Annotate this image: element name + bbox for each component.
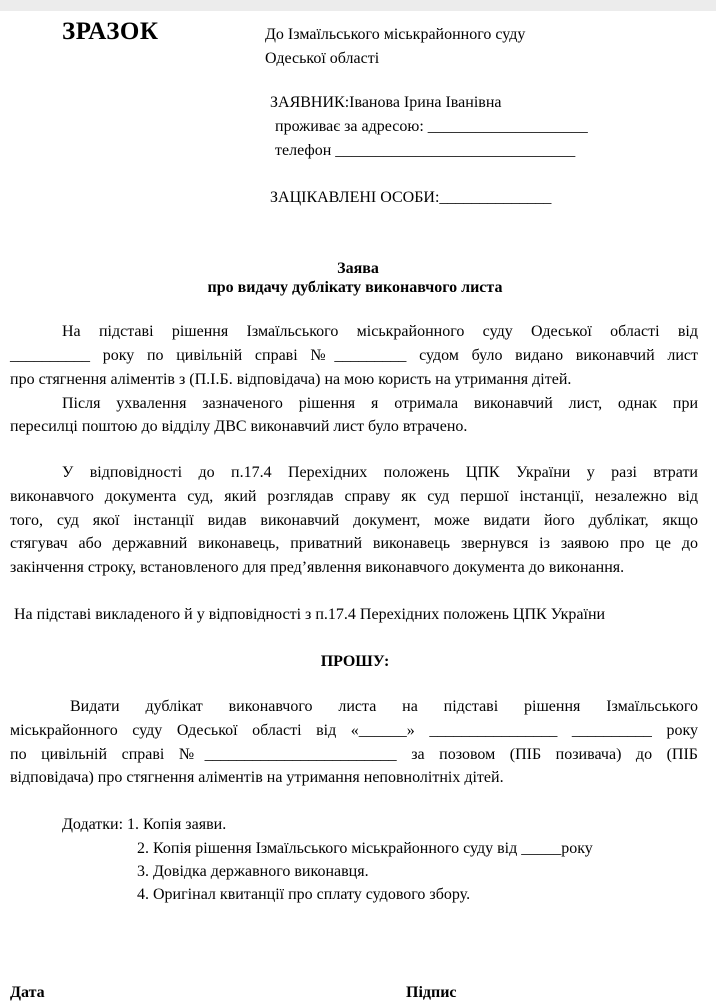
applicant-phone: телефон ______________________________ xyxy=(275,142,576,159)
signature-label: Підпис xyxy=(406,984,457,1001)
p1-line-1: На підставі рішення Ізмаїльського міськрайонного суду Одеської області від xyxy=(62,323,698,340)
interested-persons: ЗАЦІКАВЛЕНІ ОСОБИ:______________ xyxy=(270,189,552,206)
title-line-2: про видачу дублікату виконавчого листа xyxy=(207,279,503,296)
attachment-item: 3. Довідка державного виконавця. xyxy=(137,863,369,880)
addressee-court: До Ізмаїльського міськрайонного суду xyxy=(265,26,526,43)
request-line-3: по цивільній справі №________________________ за позовом (ПІБ позивача) до (ПІБ xyxy=(10,746,698,763)
date-label: Дата xyxy=(10,984,45,1001)
request-line-4: відповідача) про стягнення аліментів на утримання неповнолітніх дітей. xyxy=(10,769,504,786)
request-line-2: міськрайонного суду Одеської області від «______» ________________ __________ року xyxy=(10,722,698,739)
p1-line-2: __________ року по цивільній справі №_________ судом було видано виконавчий лист xyxy=(10,347,698,364)
sample-label: ЗРАЗОК xyxy=(62,18,159,45)
attachments-label: Додатки: 1. Копія заяви. xyxy=(62,816,227,833)
p2-line-1: Після ухвалення зазначеного рішення я отримала виконавчий лист, однак при xyxy=(62,395,698,412)
p3-line-2: виконавчого документа суд, який розглядав справу як суд першої інстанції, незалежно від xyxy=(10,488,698,505)
request-line-1: Видати дублікат виконавчого листа на підставі рішення Ізмаїльського xyxy=(70,698,698,715)
request-heading: ПРОШУ: xyxy=(320,653,390,670)
window-top-bar xyxy=(0,0,716,11)
p2-line-2: пересилці поштою до відділу ДВС виконавчий лист було втрачено. xyxy=(10,418,468,435)
p3-line-3: того, суд якої інстанції видав виконавчий документ, може видати його дублікат, якщо xyxy=(10,512,698,529)
applicant-name: ЗАЯВНИК:Іванова Ірина Іванівна xyxy=(270,94,502,111)
applicant-address: проживає за адресою: ____________________ xyxy=(275,118,588,135)
p1-line-3: про стягнення аліментів з (П.І.Б. відповідача) на мою користь на утримання дітей. xyxy=(10,371,572,388)
attachment-item: 4. Оригінал квитанції про сплату судового збору. xyxy=(137,886,471,903)
p3-line-4: стягувач або державний виконавець, приватний виконавець звернувся із заявою про це до xyxy=(10,535,698,552)
attachment-item: 2. Копія рішення Ізмаїльського міськрайонного суду від _____року xyxy=(137,840,593,857)
addressee-region: Одеської області xyxy=(265,50,380,67)
basis-line: На підставі викладеного й у відповідності з п.17.4 Перехідних положень ЦПК України xyxy=(14,606,606,623)
p3-line-1: У відповідності до п.17.4 Перехідних положень ЦПК України у разі втрати xyxy=(62,464,698,481)
title-line-1: Заява xyxy=(337,260,379,277)
p3-line-5: закінчення строку, встановленого для пред’явлення виконавчого документа до виконання. xyxy=(10,559,625,576)
